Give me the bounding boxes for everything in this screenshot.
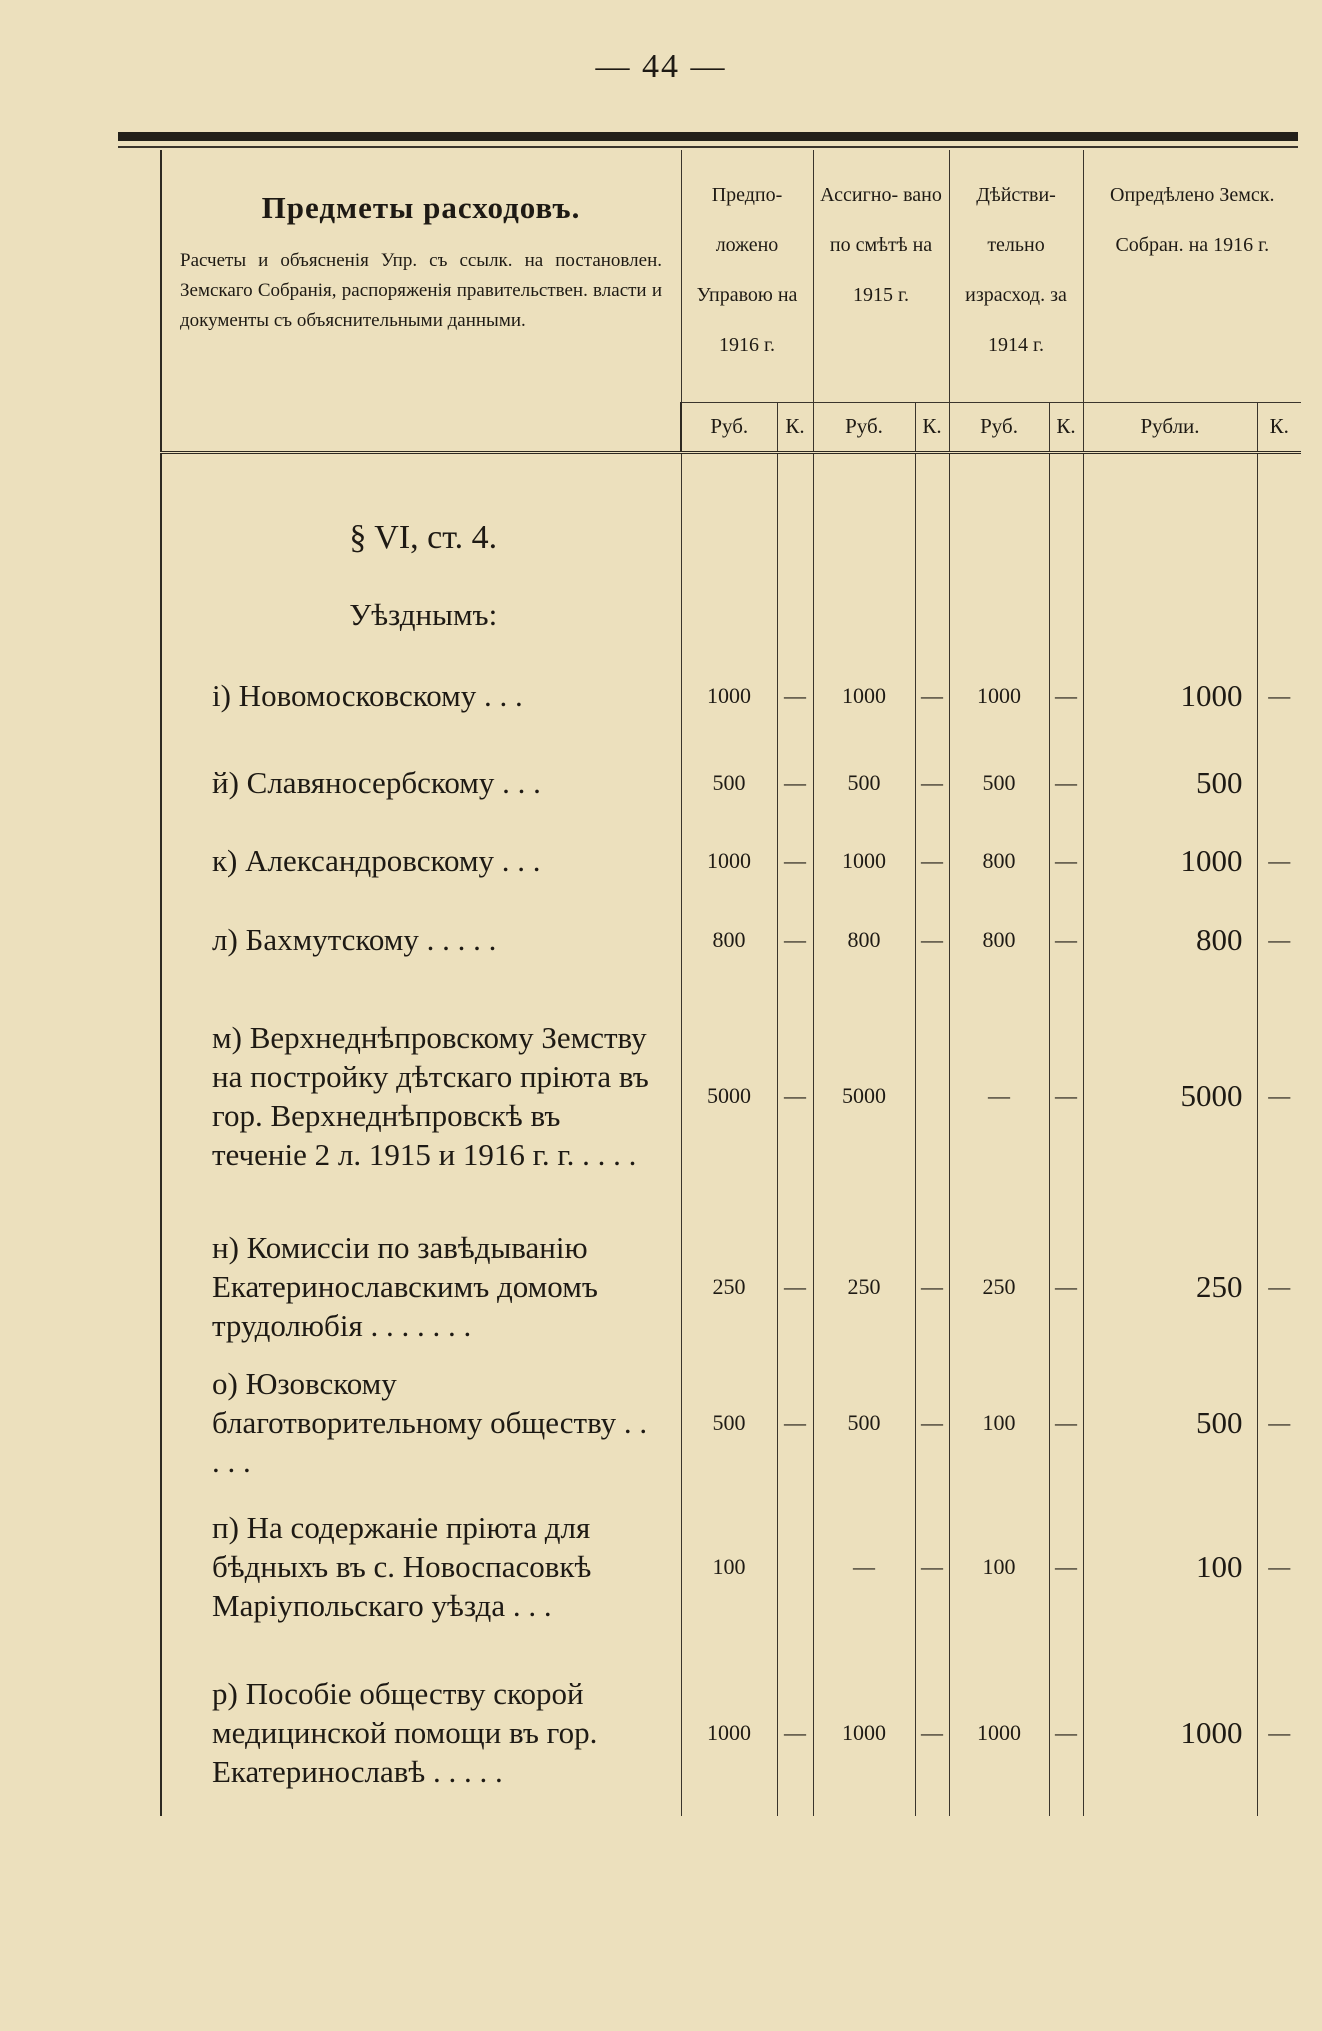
assigned-kop: — — [915, 900, 949, 980]
spent-rub: 100 — [949, 1362, 1049, 1484]
row-label: м) Верхнеднѣпровскому Земству на постройку дѣтскаго пріюта въ гор. Верхнеднѣпровскѣ въ теченіе 2 л. 1915 и 1916 г. г. . . . . — [161, 980, 681, 1212]
assigned-kop: — — [915, 1650, 949, 1816]
unit-kop: К. — [777, 402, 813, 452]
header-title: Предметы расходовъ. — [261, 190, 581, 225]
table-row — [161, 900, 1301, 980]
spent-rub: 1000 — [949, 648, 1049, 744]
top-rule — [118, 132, 1298, 141]
determined-rub: 1000 — [1083, 648, 1257, 744]
row-label: о) Юзовскому благотворительному обществу . . . . . — [161, 1362, 681, 1484]
row-label: л) Бахмутскому . . . . . — [161, 900, 681, 980]
determined-rub: 5000 — [1083, 980, 1257, 1212]
unit-rub: Руб. — [949, 402, 1049, 452]
assigned-kop: — — [915, 1212, 949, 1362]
assigned-kop: — — [915, 1484, 949, 1650]
proposed-rub: 250 — [681, 1212, 777, 1362]
proposed-rub: 1000 — [681, 648, 777, 744]
determined-kop: — — [1257, 648, 1301, 744]
proposed-kop: — — [777, 744, 813, 822]
table-row — [161, 1484, 1301, 1650]
subsection-row — [161, 582, 1301, 648]
row-label: і) Новомосковскому . . . — [161, 648, 681, 744]
spent-kop: — — [1049, 648, 1083, 744]
header-description-cell — [161, 150, 681, 452]
proposed-kop: — — [777, 648, 813, 744]
assigned-rub: 500 — [813, 1362, 915, 1484]
determined-kop: — — [1257, 1484, 1301, 1650]
spent-kop: — — [1049, 1362, 1083, 1484]
proposed-rub: 1000 — [681, 1650, 777, 1816]
spent-kop: — — [1049, 1484, 1083, 1650]
unit-rub: Руб. — [813, 402, 915, 452]
row-label: р) Пособіе обществу скорой медицинской помощи въ гор. Екатеринославѣ . . . . . — [161, 1650, 681, 1816]
proposed-rub: 500 — [681, 744, 777, 822]
unit-rubli: Рубли. — [1083, 402, 1257, 452]
page-number: — 44 — — [595, 48, 727, 85]
spent-rub: — — [949, 980, 1049, 1212]
table-row — [161, 744, 1301, 822]
assigned-rub: 500 — [813, 744, 915, 822]
determined-kop — [1257, 744, 1301, 822]
unit-kop: К. — [1257, 402, 1301, 452]
determined-kop: — — [1257, 900, 1301, 980]
proposed-rub: 1000 — [681, 822, 777, 900]
spent-rub: 250 — [949, 1212, 1049, 1362]
header-row — [161, 150, 1301, 402]
assigned-kop — [915, 980, 949, 1212]
assigned-kop: — — [915, 1362, 949, 1484]
spent-kop: — — [1049, 1650, 1083, 1816]
determined-rub: 1000 — [1083, 1650, 1257, 1816]
determined-kop: — — [1257, 822, 1301, 900]
unit-rub: Руб. — [681, 402, 777, 452]
determined-kop: — — [1257, 980, 1301, 1212]
section-title: § VI, ст. 4. — [161, 454, 681, 582]
unit-kop: К. — [1049, 402, 1083, 452]
determined-kop: — — [1257, 1212, 1301, 1362]
spent-rub: 800 — [949, 822, 1049, 900]
proposed-kop: — — [777, 1362, 813, 1484]
proposed-kop: — — [777, 822, 813, 900]
header-proposed: Предпо- ложено Управою на 1916 г. — [681, 150, 813, 402]
determined-rub: 800 — [1083, 900, 1257, 980]
row-label: к) Александровскому . . . — [161, 822, 681, 900]
assigned-rub: 800 — [813, 900, 915, 980]
assigned-kop: — — [915, 822, 949, 900]
table-row — [161, 822, 1301, 900]
assigned-rub: 1000 — [813, 1650, 915, 1816]
top-rule-thin — [118, 146, 1298, 148]
assigned-rub: 1000 — [813, 648, 915, 744]
spent-rub: 1000 — [949, 1650, 1049, 1816]
determined-rub: 500 — [1083, 744, 1257, 822]
table-row — [161, 980, 1301, 1212]
assigned-kop: — — [915, 648, 949, 744]
determined-rub: 500 — [1083, 1362, 1257, 1484]
table-row — [161, 1362, 1301, 1484]
spent-kop: — — [1049, 1212, 1083, 1362]
proposed-rub: 800 — [681, 900, 777, 980]
table-row — [161, 1650, 1301, 1816]
unit-kop: К. — [915, 402, 949, 452]
proposed-kop: — — [777, 980, 813, 1212]
proposed-kop: — — [777, 900, 813, 980]
proposed-rub: 100 — [681, 1484, 777, 1650]
spent-rub: 100 — [949, 1484, 1049, 1650]
proposed-rub: 500 — [681, 1362, 777, 1484]
determined-rub: 100 — [1083, 1484, 1257, 1650]
determined-kop: — — [1257, 1650, 1301, 1816]
proposed-kop: — — [777, 1212, 813, 1362]
assigned-rub: 1000 — [813, 822, 915, 900]
spent-rub: 800 — [949, 900, 1049, 980]
determined-rub: 250 — [1083, 1212, 1257, 1362]
spent-kop: — — [1049, 980, 1083, 1212]
proposed-kop: — — [777, 1650, 813, 1816]
determined-rub: 1000 — [1083, 822, 1257, 900]
assigned-kop: — — [915, 744, 949, 822]
header-determined: Опредѣлено Земск. Собран. на 1916 г. — [1083, 150, 1301, 402]
header-assigned: Ассигно- вано по смѣтѣ на 1915 г. — [813, 150, 949, 402]
determined-kop: — — [1257, 1362, 1301, 1484]
spent-kop: — — [1049, 822, 1083, 900]
assigned-rub: — — [813, 1484, 915, 1650]
assigned-rub: 5000 — [813, 980, 915, 1212]
proposed-rub: 5000 — [681, 980, 777, 1212]
header-subtitle: Расчеты и объясненія Упр. съ ссылк. на постановлен. Земскаго Собранія, распоряженія правительствен. власти и документы съ объяснительными данными. — [180, 250, 662, 331]
table-row — [161, 648, 1301, 744]
expense-table — [160, 150, 1301, 1816]
row-label: й) Славяносербскому . . . — [161, 744, 681, 822]
table-row — [161, 1212, 1301, 1362]
row-label: п) На содержаніе пріюта для бѣдныхъ въ с. Новоспасовкѣ Маріупольскаго уѣзда . . . — [161, 1484, 681, 1650]
spent-kop: — — [1049, 744, 1083, 822]
header-spent: Дѣйстви- тельно израсход. за 1914 г. — [949, 150, 1083, 402]
section-row — [161, 454, 1301, 582]
row-label: н) Комиссіи по завѣдыванію Екатеринославскимъ домомъ трудолюбія . . . . . . . — [161, 1212, 681, 1362]
proposed-kop — [777, 1484, 813, 1650]
assigned-rub: 250 — [813, 1212, 915, 1362]
section-subtitle: Уѣзднымъ: — [161, 582, 681, 648]
spent-kop: — — [1049, 900, 1083, 980]
spent-rub: 500 — [949, 744, 1049, 822]
